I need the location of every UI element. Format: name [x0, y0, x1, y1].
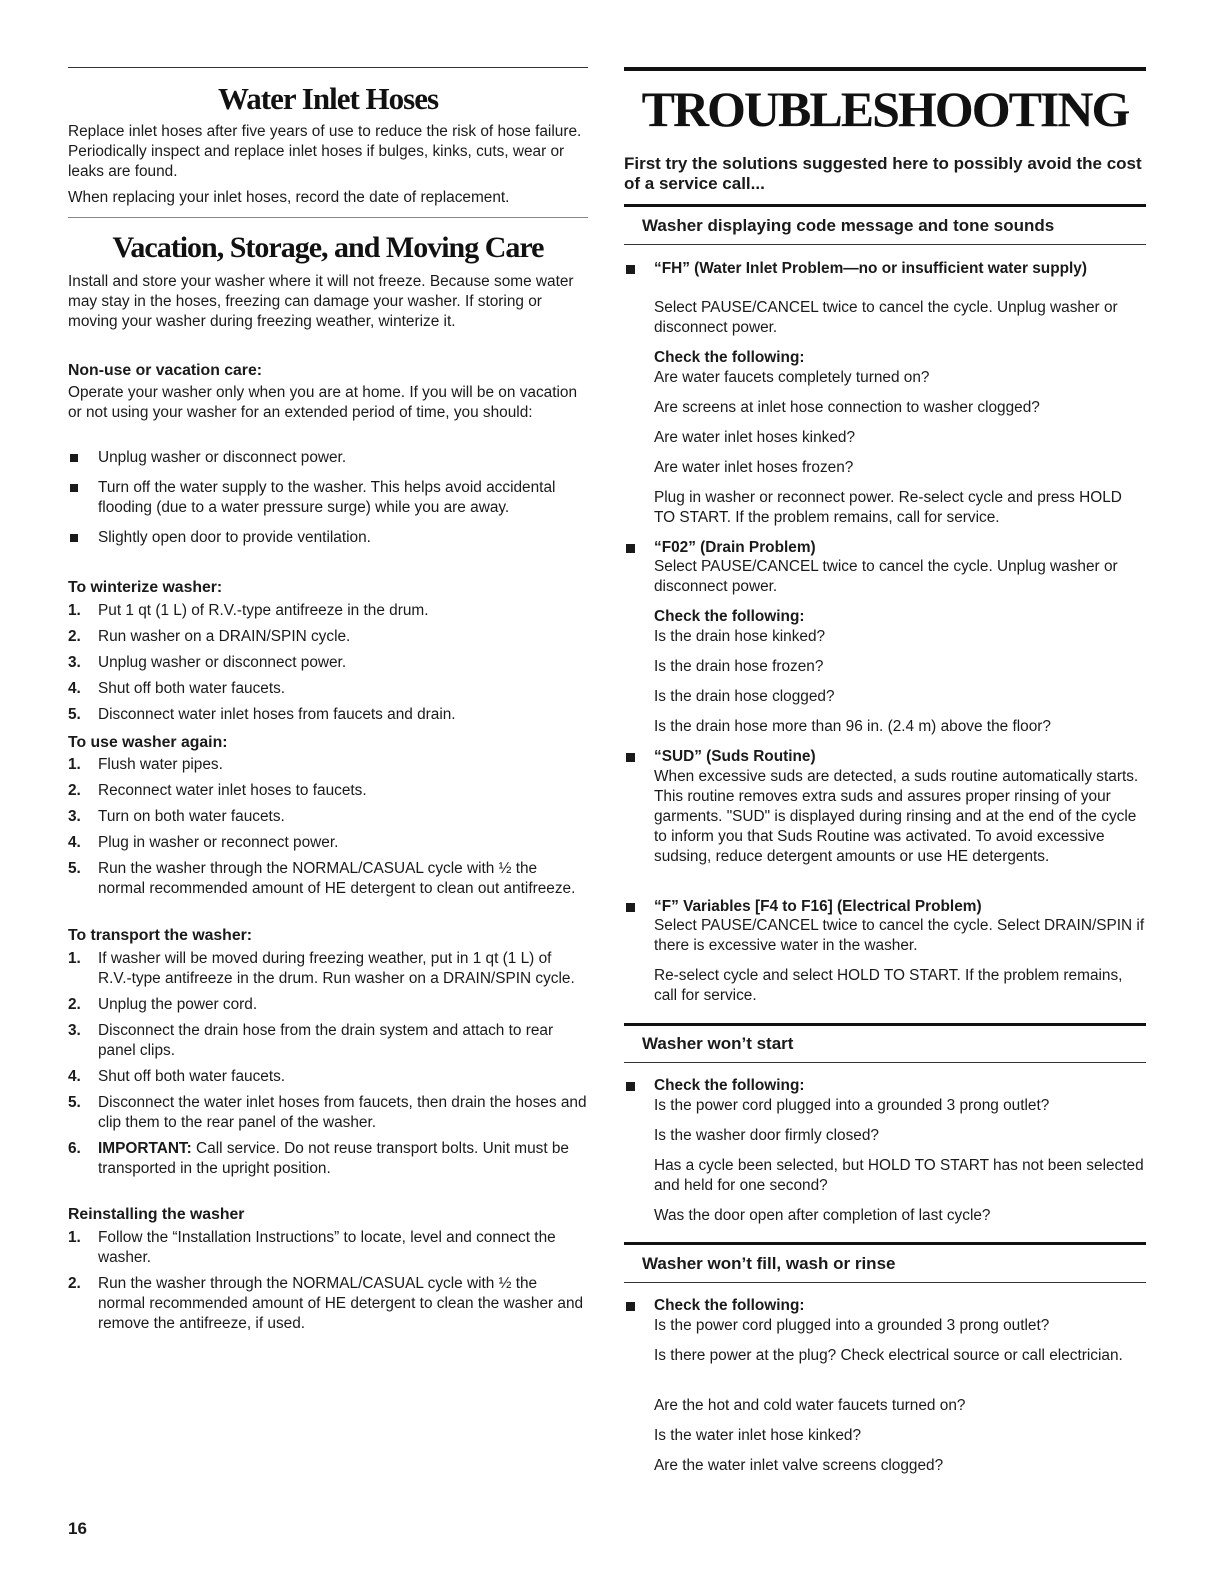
section-bar [624, 1242, 1146, 1245]
list-item: Unplug washer or disconnect power. [68, 448, 588, 468]
title-rule [624, 67, 1146, 71]
check-item: Is the power cord plugged into a grounded 3 prong outlet? [654, 1317, 1050, 1334]
list-item: 4. Plug in washer or reconnect power. [68, 834, 339, 851]
check-item: Is the water inlet hose kinked? [654, 1427, 862, 1444]
list-item: 2. Run the washer through the NORMAL/CASUAL cycle with ½ the normal recommended amount of HE detergent to clean the washer and remove the antifreeze, if used. [68, 1275, 584, 1332]
check-item: Are screens at inlet hose connection to washer clogged? [654, 399, 1040, 416]
bullet-icon [626, 265, 635, 274]
list-item: 5. Disconnect the water inlet hoses from faucets, then drain the hoses and clip them to the rear panel of the washer. [68, 1094, 587, 1131]
section-heading-wont-fill: Washer won’t fill, wash or rinse [642, 1254, 896, 1273]
f02-text: Select PAUSE/CANCEL twice to cancel the cycle. Unplug washer or disconnect power. [654, 558, 1118, 595]
check-label: Check the following: [654, 349, 805, 366]
winterize-heading: To winterize washer: [68, 579, 223, 596]
list-item: 2. Run washer on a DRAIN/SPIN cycle. [68, 628, 351, 645]
check-label: Check the following: [654, 1077, 805, 1094]
transport-heading: To transport the washer: [68, 927, 253, 944]
list-item: Slightly open door to provide ventilation. [68, 528, 588, 548]
section-divider [624, 244, 1146, 245]
check-item: Is the drain hose kinked? [654, 628, 826, 645]
list-item: 5. Run the washer through the NORMAL/CASUAL cycle with ½ the normal recommended amount of HE detergent to clean out antifreeze. [68, 860, 576, 897]
list-item: 1. Put 1 qt (1 L) of R.V.-type antifreeze in the drum. [68, 602, 429, 619]
use-again-heading: To use washer again: [68, 734, 228, 751]
section-bar [624, 1023, 1146, 1026]
water-inlet-paragraph: Replace inlet hoses after five years of use to reduce the risk of hose failure. Periodically inspect and replace inlet hoses if bulges, kinks, cuts, wear or leaks are found. [68, 123, 582, 180]
check-item: Are the water inlet valve screens clogged? [654, 1457, 944, 1474]
water-inlet-title: Water Inlet Hoses [217, 81, 439, 116]
bullet-icon [626, 1302, 635, 1311]
bullet-icon [626, 544, 635, 553]
section-divider [624, 1062, 1146, 1063]
use-again-steps [68, 755, 588, 899]
section-bar [624, 204, 1146, 207]
check-item: Is the power cord plugged into a grounded 3 prong outlet? [654, 1097, 1050, 1114]
intro-text: First try the solutions suggested here to possibly avoid the cost of a service call... [624, 154, 1142, 193]
list-item: Turn off the water supply to the washer. This helps avoid accidental flooding (due to a water pressure surge) while you are away. [68, 478, 588, 518]
nonuse-heading: Non-use or vacation care: [68, 362, 263, 379]
vacation-title: Vacation, Storage, and Moving Care [112, 231, 544, 264]
winterize-steps [68, 601, 588, 725]
check-item: Has a cycle been selected, but HOLD TO START has not been selected and held for one second? [654, 1157, 1144, 1194]
check-item: Is the drain hose more than 96 in. (2.4 m) above the floor? [654, 718, 1051, 735]
check-item: Plug in washer or reconnect power. Re-select cycle and press HOLD TO START. If the problem remains, call for service. [654, 489, 1122, 526]
section-heading-code-message: Washer displaying code message and tone sounds [642, 216, 1055, 235]
check-label: Check the following: [654, 1297, 805, 1314]
check-item: Is the washer door firmly closed? [654, 1127, 879, 1144]
section-divider [624, 1282, 1146, 1283]
check-label: Check the following: [654, 608, 805, 625]
page-title: TROUBLESHOOTING [641, 81, 1129, 137]
list-item: 4. Shut off both water faucets. [68, 1068, 286, 1085]
check-item: Are water faucets completely turned on? [654, 369, 930, 386]
bullet-icon [626, 903, 635, 912]
list-item: 1. Flush water pipes. [68, 756, 223, 773]
check-item: Are water inlet hoses kinked? [654, 429, 856, 446]
section-heading-wont-start: Washer won’t start [642, 1034, 794, 1053]
nonuse-text: Operate your washer only when you are at home. If you will be on vacation or not using your washer for an extended period of time, you should: [68, 384, 578, 421]
bullet-icon [626, 1082, 635, 1091]
bullet-icon [626, 753, 635, 762]
list-item: 1. Follow the “Installation Instructions” to locate, level and connect the washer. [68, 1229, 556, 1266]
fvar-text-2: Re-select cycle and select HOLD TO START. If the problem remains, call for service. [654, 967, 1123, 1004]
fh-title: “FH” (Water Inlet Problem—no or insufficient water supply) [654, 260, 1087, 277]
list-item: 3. Turn on both water faucets. [68, 808, 285, 825]
check-item: Is the drain hose clogged? [654, 688, 835, 705]
list-item: 2. Reconnect water inlet hoses to faucets. [68, 782, 367, 799]
list-item: 3. Unplug washer or disconnect power. [68, 654, 347, 671]
section-divider [68, 217, 588, 218]
transport-steps [68, 949, 588, 1179]
list-item: 2. Unplug the power cord. [68, 996, 258, 1013]
list-item: 1. If washer will be moved during freezing weather, put in 1 qt (1 L) of R.V.-type antifreeze in the drum. Run washer on a DRAIN/SPIN cycle. [68, 950, 575, 987]
water-inlet-note: When replacing your inlet hoses, record the date of replacement. [68, 189, 510, 206]
fvar-title: “F” Variables [F4 to F16] (Electrical Problem) [654, 898, 982, 915]
check-item: Are the hot and cold water faucets turned on? [654, 1397, 966, 1414]
f02-title: “F02” (Drain Problem) [654, 539, 816, 556]
fvar-text: Select PAUSE/CANCEL twice to cancel the cycle. Select DRAIN/SPIN if there is excessive water in the washer. [654, 917, 1145, 954]
nonuse-list [68, 448, 588, 548]
list-item: 4. Shut off both water faucets. [68, 680, 286, 697]
list-item: 6. IMPORTANT: Call service. Do not reuse transport bolts. Unit must be transported in the upright position. [68, 1140, 569, 1177]
check-item: Are water inlet hoses frozen? [654, 459, 854, 476]
list-item: 5. Disconnect water inlet hoses from faucets and drain. [68, 706, 456, 723]
page-number: 16 [68, 1519, 87, 1538]
reinstall-heading: Reinstalling the washer [68, 1206, 245, 1223]
reinstall-steps [68, 1228, 588, 1334]
list-item: 3. Disconnect the drain hose from the drain system and attach to rear panel clips. [68, 1022, 554, 1059]
fh-text: Select PAUSE/CANCEL twice to cancel the cycle. Unplug washer or disconnect power. [654, 299, 1118, 336]
vacation-paragraph: Install and store your washer where it will not freeze. Because some water may stay in the hoses, freezing can damage your washer. If storing or moving your washer during freezing weather, winterize it. [68, 273, 574, 330]
check-item: Was the door open after completion of last cycle? [654, 1207, 991, 1224]
sud-title: “SUD” (Suds Routine) [654, 748, 816, 765]
check-item: Is there power at the plug? Check electrical source or call electrician. [654, 1347, 1123, 1364]
check-item: Is the drain hose frozen? [654, 658, 824, 675]
sud-text: When excessive suds are detected, a suds routine automatically starts. This routine removes extra suds and assures proper rinsing of your garments. "SUD" is displayed during rinsing and at the end of the cycle to inform you that Suds Routine was activated. To avoid excessive sudsing, reduce detergent amounts or use HE detergents. [654, 768, 1139, 865]
top-divider [68, 67, 588, 68]
